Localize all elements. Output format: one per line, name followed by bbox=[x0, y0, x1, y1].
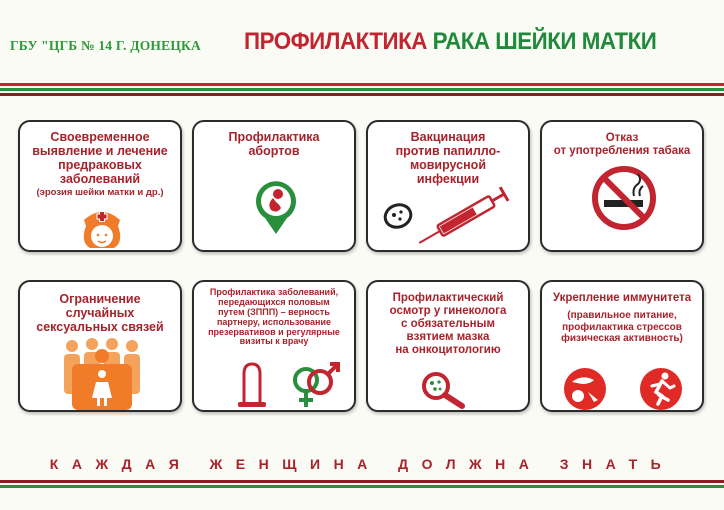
healthy-food-icon bbox=[562, 366, 608, 412]
nurse-icon bbox=[76, 202, 128, 248]
card-subline: физическая активность) bbox=[561, 333, 683, 344]
card-line: Отказ bbox=[605, 132, 639, 144]
running-man-icon bbox=[638, 366, 684, 412]
card-casual-relations bbox=[18, 280, 182, 412]
card-line: Профилактика bbox=[228, 130, 320, 144]
organization-label: ГБУ "ЦГБ № 14 Г. ДОНЕЦКА bbox=[10, 38, 201, 53]
condom-icon bbox=[234, 360, 270, 410]
card-line: партнеру, использование bbox=[216, 316, 332, 327]
card-line: Укрепление иммунитета bbox=[552, 292, 692, 304]
fetus-pin-icon bbox=[249, 174, 303, 236]
page-title bbox=[244, 28, 656, 56]
gender-symbols-icon bbox=[288, 362, 344, 410]
card-line: взятием мазка bbox=[406, 330, 490, 343]
card-line: Профилактический bbox=[392, 292, 504, 304]
card-subtitle: (эрозия шейки матки и др.) bbox=[36, 187, 164, 198]
crowd-woman-icon bbox=[58, 336, 146, 410]
card-std-prevention bbox=[192, 280, 356, 412]
title-part-1: ПРОФИЛАКТИКА bbox=[244, 28, 427, 55]
card-line: против папилло- bbox=[395, 144, 501, 158]
card-line: предраковых bbox=[58, 158, 142, 172]
card-line: визиты к врачу bbox=[239, 336, 309, 347]
card-line: сексуальных связей bbox=[36, 320, 164, 334]
card-abortion-prevention bbox=[192, 120, 356, 252]
card-line: абортов bbox=[248, 144, 300, 158]
card-line: от употребления табака bbox=[553, 144, 691, 157]
syringe-virus-icon bbox=[376, 186, 526, 248]
title-part-2: РАКА ШЕЙКИ МАТКИ bbox=[432, 28, 657, 55]
card-line: случайных bbox=[65, 306, 135, 320]
card-gynecologist-exam bbox=[366, 280, 530, 412]
card-line: презервативов и регулярные bbox=[208, 326, 340, 337]
card-line: осмотр у гинеколога bbox=[389, 304, 507, 317]
magnifier-icon bbox=[418, 370, 474, 410]
header-divider bbox=[0, 83, 724, 98]
no-smoking-icon bbox=[590, 164, 658, 232]
card-line: мовирусной bbox=[409, 158, 487, 172]
card-line: Вакцинация bbox=[410, 130, 486, 144]
card-immunity bbox=[540, 280, 704, 412]
footer-divider bbox=[0, 480, 724, 490]
card-subline: (правильное питание, bbox=[567, 310, 677, 321]
card-early-detection bbox=[18, 120, 182, 252]
card-line: Профилактика заболеваний, bbox=[209, 287, 339, 297]
card-no-smoking bbox=[540, 120, 704, 252]
card-line: путем (ЗППП) – верность bbox=[218, 306, 330, 317]
card-line: заболеваний bbox=[59, 172, 141, 186]
card-vaccination bbox=[366, 120, 530, 252]
card-subline: профилактика стрессов bbox=[562, 321, 682, 333]
card-line: выявление и лечение bbox=[32, 144, 168, 158]
card-line: передающихся половым bbox=[218, 296, 330, 307]
card-line: Ограничение bbox=[59, 292, 141, 306]
card-line: инфекции bbox=[416, 172, 480, 186]
footer-slogan: КАЖДАЯ ЖЕНЩИНА ДОЛЖНА ЗНАТЬ bbox=[49, 456, 675, 472]
card-line: с обязательным bbox=[401, 317, 495, 330]
card-line: на онкоцитологию bbox=[395, 343, 501, 356]
card-line: Своевременное bbox=[50, 130, 150, 144]
